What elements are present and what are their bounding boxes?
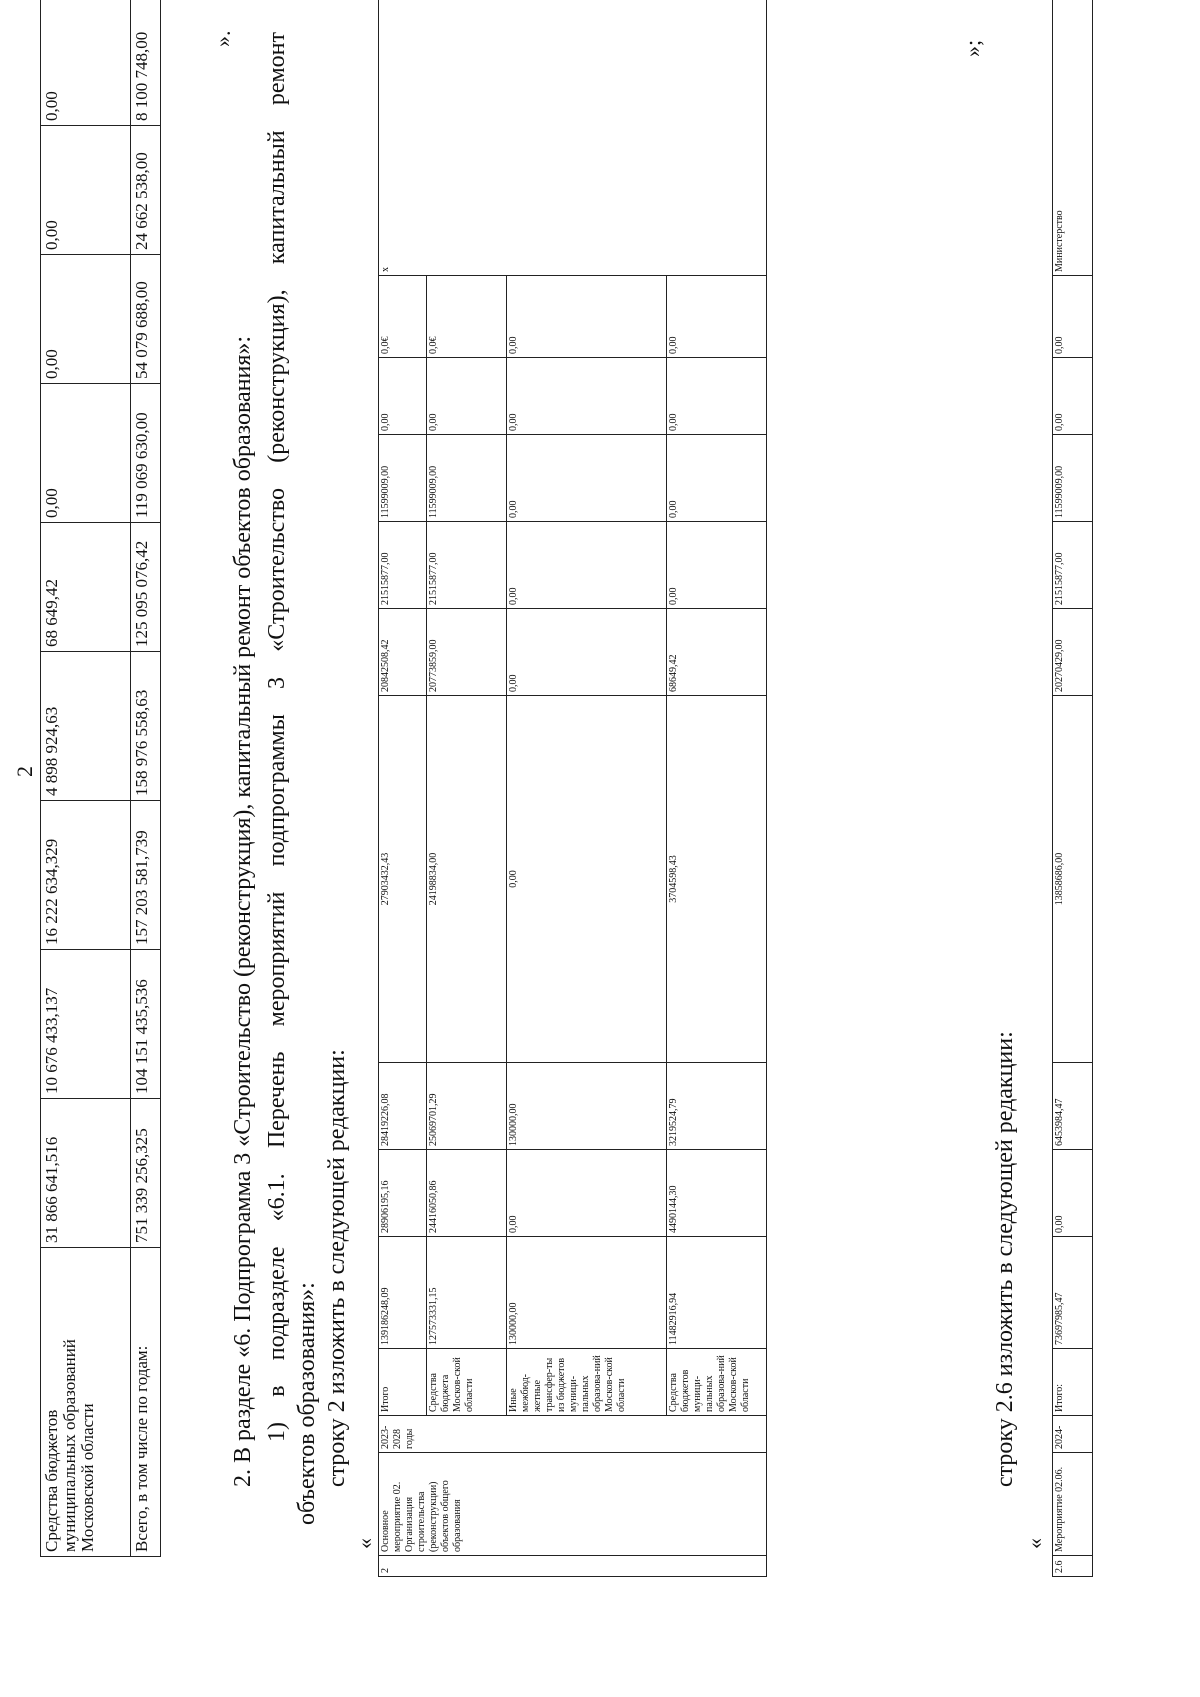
cell-value: 28419226,08 (379, 1063, 427, 1150)
cell-value: 68 649,42 (41, 523, 131, 652)
cell-value: 24 662 538,00 (131, 126, 161, 255)
cell-value: 10 676 433,137 (41, 950, 131, 1099)
cell-value: 0,00 (41, 0, 131, 126)
cell-value: 0,00 (1053, 276, 1093, 358)
cell-last: Министерство (1053, 0, 1093, 276)
cell-value: 21515877,00 (1053, 522, 1093, 609)
cell-value: 11599009,00 (379, 435, 427, 522)
cell-value: 125 095 076,42 (131, 523, 161, 652)
cell-value: 11482916,94 (667, 1237, 767, 1349)
cell-value: 0,00 (1053, 358, 1093, 435)
cell-value: 0,00 (507, 276, 667, 358)
cell-value: 0,0€ (427, 276, 507, 358)
cell-value: 68649,42 (667, 609, 767, 696)
measures-table (378, 0, 767, 1577)
cell-value: 0,00 (507, 522, 667, 609)
table-row (379, 0, 427, 1577)
label-line: Московской области (78, 1403, 97, 1552)
cell-value: 11599009,00 (1053, 435, 1093, 522)
paragraph-continuation: объектов образования»: (294, 1282, 320, 1525)
word: подпрограммы (264, 714, 290, 867)
measure-name: Основное мероприятие 02. Организация строительства (реконструкции) объектов общего образования (379, 1453, 767, 1556)
cell-value: 119 069 630,00 (131, 384, 161, 523)
paragraph-subsection (262, 32, 292, 1442)
cell-value: 13858686,00 (1053, 696, 1093, 1063)
cell-value: 0,00 (41, 126, 131, 255)
cell-value: 16 222 634,329 (41, 801, 131, 950)
cell-value: 0,00 (507, 435, 667, 522)
table-row (41, 0, 131, 1557)
cell-value: 0,00 (667, 358, 767, 435)
cell-value: 130000,00 (507, 1237, 667, 1349)
open-quote: « (352, 1538, 377, 1549)
measure-years: 2023-2028 годы (379, 1416, 767, 1453)
word: ремонт (264, 32, 290, 106)
cell-value: 158 976 558,63 (131, 652, 161, 801)
measure-name: Мероприятие 02.06. (1053, 1453, 1093, 1556)
cell-value: 0,00 (667, 276, 767, 358)
cell-value: 157 203 581,739 (131, 801, 161, 950)
cell-value: 6453984,47 (1053, 1063, 1093, 1150)
row-label-municipal (41, 1248, 131, 1557)
cell-value: 0,00 (427, 358, 507, 435)
closing-quote-2: »; (960, 39, 985, 57)
cell-value: 3219524,79 (667, 1063, 767, 1150)
cell-value: 24198834,00 (427, 696, 507, 1063)
cell-value: 11599009,00 (427, 435, 507, 522)
cell-value: 130000,00 (507, 1063, 667, 1150)
row-number: 2 (379, 1556, 767, 1577)
cell-value: 20842508,42 (379, 609, 427, 696)
cell-value: 21515877,00 (427, 522, 507, 609)
word: мероприятий (264, 891, 290, 1027)
cell-value: 139186248,09 (379, 1237, 427, 1349)
table-row (1053, 0, 1093, 1577)
cell-value: 0,00 (507, 358, 667, 435)
cell-value: 0,00 (379, 358, 427, 435)
label-line: Средства бюджетов (42, 1409, 61, 1552)
cell-value: 20270429,00 (1053, 609, 1093, 696)
word: Перечень (264, 1051, 290, 1149)
cell-value: 4 898 924,63 (41, 652, 131, 801)
source: Средства бюджета Москов-ской области (427, 1349, 507, 1416)
cell-value: 751 339 256,325 (131, 1099, 161, 1248)
page-number: 2 (12, 766, 37, 777)
row-number: 2.6 (1053, 1556, 1093, 1577)
source: Итого: (1053, 1349, 1093, 1416)
cell-last: х (379, 0, 767, 276)
measure-years: 2024- (1053, 1416, 1093, 1453)
label-line: муниципальных образований (60, 1339, 79, 1552)
cell-value: 0,00 (41, 255, 131, 384)
cell-value: 0,00 (507, 696, 667, 1063)
cell-value: 0,00 (667, 522, 767, 609)
funding-table (40, 0, 161, 1557)
paragraph-section: 2. В разделе «6. Подпрограмма 3 «Строительство (реконструкция), капитальный ремонт объектов образования»: (230, 335, 256, 1487)
word: «6.1. (264, 1173, 290, 1222)
word: (реконструкция), (264, 289, 290, 463)
cell-value: 27903432,43 (379, 696, 427, 1063)
cell-value: 24416050,86 (427, 1150, 507, 1237)
word: 3 (264, 676, 290, 689)
cell-value: 0,00 (507, 609, 667, 696)
cell-value: 127573331,15 (427, 1237, 507, 1349)
word: капитальный (264, 130, 290, 265)
cell-value: 54 079 688,00 (131, 255, 161, 384)
source: Иные межбюд-жетные трансфер-ты из бюджетов муници-пальных образова-ний Москов-ской области (507, 1349, 667, 1416)
word: в (264, 1385, 290, 1397)
cell-value: 0,00 (41, 384, 131, 523)
cell-value: 28906195,16 (379, 1150, 427, 1237)
cell-value: 21515877,00 (379, 522, 427, 609)
open-quote-2: « (1022, 1538, 1047, 1549)
cell-value: 4490144,30 (667, 1150, 767, 1237)
measure-206-table (1052, 0, 1093, 1577)
paragraph-row26-instruction: строку 2.6 изложить в следующей редакции: (992, 1031, 1018, 1487)
row-label-total: Всего, в том числе по годам: (131, 1248, 161, 1557)
cell-value: 0,00 (1053, 1150, 1093, 1237)
cell-value: 104 151 435,536 (131, 950, 161, 1099)
source: Итого (379, 1349, 427, 1416)
cell-value: 0,00 (507, 1150, 667, 1237)
cell-value: 25069701,29 (427, 1063, 507, 1150)
word: подразделе (264, 1246, 290, 1361)
cell-value: 3704598,43 (667, 696, 767, 1063)
cell-value: 73697985,47 (1053, 1237, 1093, 1349)
table-row (131, 0, 161, 1557)
closing-quote-1: ». (210, 30, 235, 47)
cell-value: 0,00 (667, 435, 767, 522)
cell-value: 31 866 641,516 (41, 1099, 131, 1248)
word: «Строительство (264, 488, 290, 652)
cell-value: 0,0€ (379, 276, 427, 358)
cell-value: 20773859,00 (427, 609, 507, 696)
paragraph-row2-instruction: строку 2 изложить в следующей редакции: (324, 1049, 350, 1487)
source: Средства бюджетов муници-пальных образова-ний Москов-ской области (667, 1349, 767, 1416)
cell-value: 8 100 748,00 (131, 0, 161, 126)
word: 1) (264, 1422, 290, 1442)
